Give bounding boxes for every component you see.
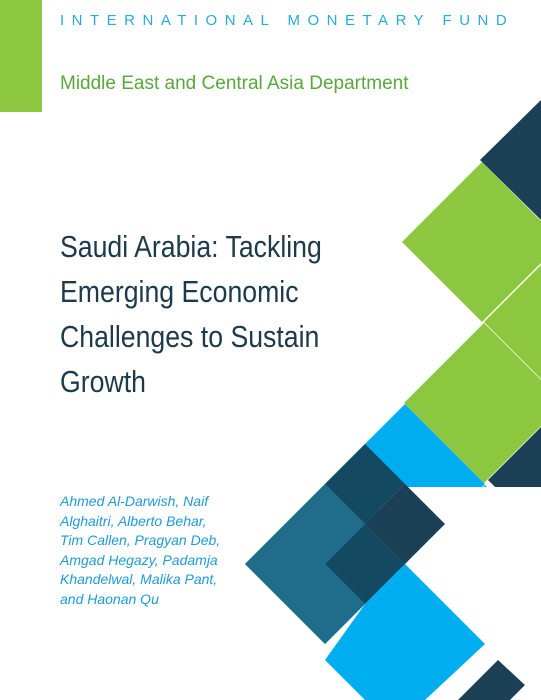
title-line: Challenges to Sustain xyxy=(60,319,320,354)
title-line: Saudi Arabia: Tackling xyxy=(60,229,322,264)
department-name: Middle East and Central Asia Department xyxy=(60,73,409,94)
author-line: and Haonan Qu xyxy=(60,590,159,607)
author-line: Amgad Hegazy, Padamja xyxy=(60,551,218,568)
report-title xyxy=(60,224,327,404)
author-list xyxy=(60,492,270,609)
author-line: Tim Callen, Pragyan Deb, xyxy=(60,532,221,548)
title-line: Growth xyxy=(60,364,146,399)
author-line: Khandelwal, Malika Pant, xyxy=(60,571,218,587)
title-line: Emerging Economic xyxy=(60,274,299,309)
author-line: Ahmed Al-Darwish, Naif xyxy=(60,493,209,509)
organization-name: INTERNATIONAL MONETARY FUND xyxy=(60,12,515,29)
author-line: Alghaitri, Alberto Behar, xyxy=(60,512,207,529)
